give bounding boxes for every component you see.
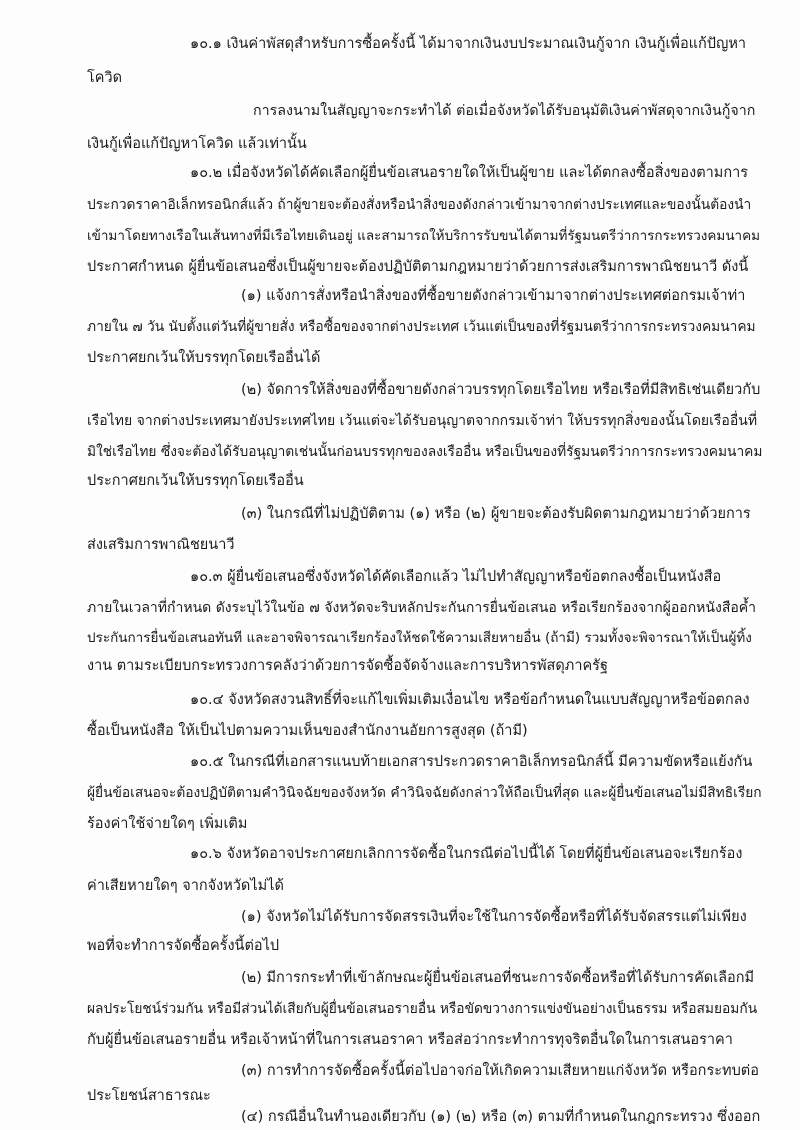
text-line: (๑) จังหวัดไม่ได้รับการจัดสรรเงินที่จะใช้ในการจัดซื้อหรือที่ได้รับจัดสรรแต่ไม่เพียง: [241, 909, 747, 925]
text-line: ภายในเวลาที่กำหนด ดังระบุไว้ในข้อ ๗ จังหวัดจะริบหลักประกันการยื่นข้อเสนอ หรือเรียกร้องจากผู้ออกหนังสือค้ำ: [87, 600, 756, 616]
text-line: ประกาศกำหนด ผู้ยื่นข้อเสนอซึ่งเป็นผู้ขายจะต้องปฏิบัติตามกฎหมายว่าด้วยการส่งเสริมการพาณิชยนาวี ดังนี้: [87, 259, 749, 275]
text-line: ประกาศยกเว้นให้บรรทุกโดยเรืออื่น: [87, 473, 304, 489]
text-line: ๑๐.๓ ผู้ยื่นข้อเสนอซึ่งจังหวัดได้คัดเลือกแล้ว ไม่ไปทำสัญญาหรือข้อตกลงซื้อเป็นหนังสือ: [190, 569, 722, 585]
text-line: (๑) แจ้งการสั่งหรือนำสิ่งของที่ซื้อขายดังกล่าวเข้ามาจากต่างประเทศต่อกรมเจ้าท่า: [241, 288, 746, 304]
text-line: (๓) การทำการจัดซื้อครั้งนี้ต่อไปอาจก่อให้เกิดความเสียหายแก่จังหวัด หรือกระทบต่อ: [241, 1063, 759, 1079]
text-line: ประกันการยื่นข้อเสนอทันที และอาจพิจารณาเรียกร้องให้ชดใช้ความเสียหายอื่น (ถ้ามี) รวมทั้งจะพิจารณาให้เป็นผู้ทิ้ง: [87, 630, 752, 646]
text-line: งาน ตามระเบียบกระทรวงการคลังว่าด้วยการจัดซื้อจัดจ้างและการบริหารพัสดุภาครัฐ: [87, 658, 608, 674]
text-line: ประโยชน์สาธารณะ: [87, 1088, 211, 1104]
text-line: ผลประโยชน์ร่วมกัน หรือมีส่วนได้เสียกับผู้ยื่นข้อเสนอรายอื่น หรือขัดขวางการแข่งขันอย่างเป็นธรรม หรือสมยอมกัน: [87, 1001, 758, 1017]
text-line: (๓) ในกรณีที่ไม่ปฏิบัติตาม (๑) หรือ (๒) ผู้ขายจะต้องรับผิดตามกฎหมายว่าด้วยการ: [241, 506, 751, 522]
text-line: กับผู้ยื่นข้อเสนอรายอื่น หรือเจ้าหน้าที่ในการเสนอราคา หรือส่อว่ากระทำการทุจริตอื่นใดในการเสนอราคา: [87, 1032, 733, 1048]
text-line: มิใช่เรือไทย ซึ่งจะต้องได้รับอนุญาตเช่นนั้นก่อนบรรทุกของลงเรืออื่น หรือเป็นของที่รัฐมนตรีว่าการกระทรวงคมนาคม: [87, 444, 763, 460]
text-line: เงินกู้เพื่อแก้ปัญหาโควิด แล้วเท่านั้น: [87, 136, 307, 152]
text-line: ภายใน ๗ วัน นับตั้งแต่วันที่ผู้ขายสั่ง หรือซื้อของจากต่างประเทศ เว้นแต่เป็นของที่รัฐมนตรีว่าการกระทรวงคมนาคม: [87, 319, 756, 335]
text-line: โควิด: [87, 70, 123, 86]
text-line: การลงนามในสัญญาจะกระทำได้ ต่อเมื่อจังหวัดได้รับอนุมัติเงินค่าพัสดุจากเงินกู้จาก: [253, 103, 756, 119]
text-line: เรือไทย จากต่างประเทศมายังประเทศไทย เว้นแต่จะได้รับอนุญาตจากกรมเจ้าท่า ให้บรรทุกสิ่งของนั้นโดยเรืออื่นที่: [87, 413, 758, 429]
text-line: ๑๐.๒ เมื่อจังหวัดได้คัดเลือกผู้ยื่นข้อเสนอรายใดให้เป็นผู้ขาย และได้ตกลงซื้อสิ่งของตามการ: [190, 165, 749, 181]
text-line: ๑๐.๔ จังหวัดสงวนสิทธิ์ที่จะแก้ไขเพิ่มเติมเงื่อนไข หรือข้อกำหนดในแบบสัญญาหรือข้อตกลง: [190, 692, 750, 708]
text-line: ประกวดราคาอิเล็กทรอนิกส์แล้ว ถ้าผู้ขายจะต้องสั่งหรือนำสิ่งของดังกล่าวเข้ามาจากต่างประเทศและของนั้นต้องนำ: [87, 197, 752, 213]
text-line: เข้ามาโดยทางเรือในเส้นทางที่มีเรือไทยเดินอยู่ และสามารถให้บริการรับขนได้ตามที่รัฐมนตรีว่าการกระทรวงคมนาคม: [87, 228, 761, 244]
text-line: ๑๐.๖ จังหวัดอาจประกาศยกเลิกการจัดซื้อในกรณีต่อไปนี้ได้ โดยที่ผู้ยื่นข้อเสนอจะเรียกร้อง: [190, 846, 743, 862]
text-line: (๒) มีการกระทำที่เข้าลักษณะผู้ยื่นข้อเสนอที่ชนะการจัดซื้อหรือที่ได้รับการคัดเลือกมี: [241, 970, 755, 986]
text-line: ประกาศยกเว้นให้บรรทุกโดยเรืออื่นได้: [87, 350, 321, 366]
text-line: ซื้อเป็นหนังสือ ให้เป็นไปตามความเห็นของสำนักงานอัยการสูงสุด (ถ้ามี): [87, 723, 528, 739]
text-line: ร้องค่าใช้จ่ายใดๆ เพิ่มเติม: [87, 816, 248, 832]
text-line: ๑๐.๕ ในกรณีที่เอกสารแนบท้ายเอกสารประกวดราคาอิเล็กทรอนิกส์นี้ มีความขัดหรือแย้งกัน: [190, 754, 753, 770]
text-line: ส่งเสริมการพาณิชยนาวี: [87, 537, 235, 553]
text-line: ผู้ยื่นข้อเสนอจะต้องปฏิบัติตามคำวินิจฉัยของจังหวัด คำวินิจฉัยดังกล่าวให้ถือเป็นที่สุด และผู้ยื่นข้อเสนอไม่มีสิทธิเรียก: [87, 785, 762, 801]
text-line: พอที่จะทำการจัดซื้อครั้งนี้ต่อไป: [87, 938, 280, 954]
text-line: ค่าเสียหายใดๆ จากจังหวัดไม่ได้: [87, 878, 284, 894]
text-line: ๑๐.๑ เงินค่าพัสดุสำหรับการซื้อครั้งนี้ ได้มาจากเงินงบประมาณเงินกู้จาก เงินกู้เพื่อแก้ปัญหา: [190, 36, 747, 52]
text-line: (๒) จัดการให้สิ่งของที่ซื้อขายดังกล่าวบรรทุกโดยเรือไทย หรือเรือที่มีสิทธิเช่นเดียวกับ: [241, 382, 761, 398]
text-line: (๔) กรณีอื่นในทำนองเดียวกับ (๑) (๒) หรือ (๓) ตามที่กำหนดในกฎกระทรวง ซึ่งออก: [241, 1109, 761, 1125]
